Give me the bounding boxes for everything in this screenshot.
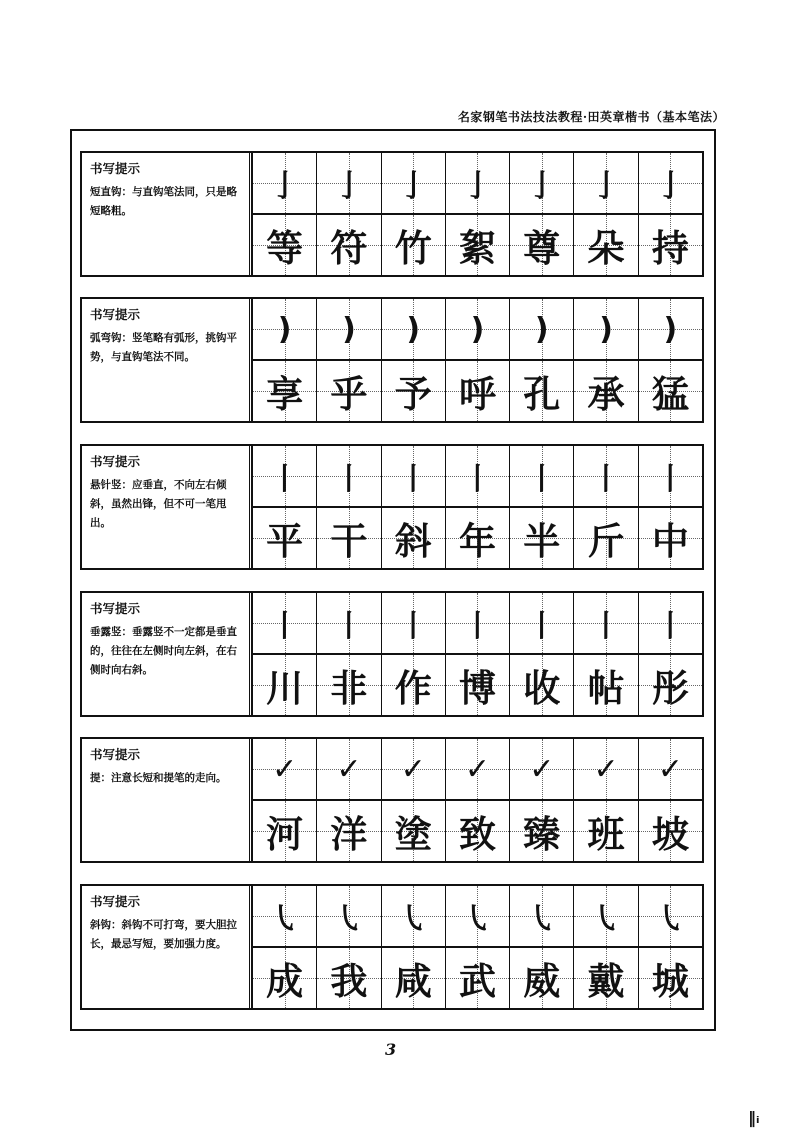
char-cell — [382, 361, 445, 421]
stroke-cell — [639, 446, 702, 508]
stroke-glyph: 亅 — [333, 169, 364, 204]
char-cell — [510, 215, 573, 275]
example-char: 坡 — [651, 812, 689, 856]
example-char: 干 — [330, 519, 368, 563]
stroke-glyph: ) — [599, 311, 613, 347]
grid-column — [510, 446, 574, 568]
stroke-glyph: 丨 — [591, 609, 622, 644]
stroke-cell — [639, 593, 702, 655]
tip-text: 垂露竖：垂露竖不一定都是垂直的，往往在左侧时向左斜，在右侧时向右斜。 — [90, 626, 237, 676]
char-cell — [446, 508, 509, 568]
stroke-cell — [253, 886, 316, 948]
writing-tip — [82, 593, 252, 715]
example-char: 咸 — [394, 959, 432, 1003]
stroke-cell — [574, 446, 637, 508]
grid-column — [382, 446, 446, 568]
stroke-glyph: ) — [342, 311, 356, 347]
example-char: 成 — [266, 959, 304, 1003]
tip-text: 斜钩：斜钩不可打弯，要大胆拉长，最忌写短，要加强力度。 — [90, 919, 237, 950]
char-cell — [574, 948, 637, 1008]
stroke-glyph: ㇂ — [333, 902, 364, 937]
example-char: 持 — [651, 226, 689, 270]
char-cell — [574, 361, 637, 421]
writing-tip — [82, 886, 252, 1008]
section-4 — [80, 591, 704, 717]
char-cell — [639, 215, 702, 275]
grid-column — [317, 299, 381, 421]
char-cell — [446, 948, 509, 1008]
stroke-cell — [446, 153, 509, 215]
stroke-cell — [510, 153, 573, 215]
char-cell — [253, 215, 316, 275]
example-char: 竹 — [394, 226, 432, 270]
char-cell — [382, 508, 445, 568]
grid-column — [253, 446, 317, 568]
stroke-cell — [639, 886, 702, 948]
stroke-glyph: 丨 — [269, 609, 300, 644]
stroke-glyph: 亅 — [591, 169, 622, 204]
stroke-cell — [510, 886, 573, 948]
tip-title: 书写提示 — [90, 747, 141, 762]
example-char: 享 — [266, 372, 304, 416]
stroke-cell — [574, 739, 637, 801]
char-cell — [446, 655, 509, 715]
grid-column — [446, 153, 510, 275]
example-char: 斜 — [394, 519, 432, 563]
section-2 — [80, 297, 704, 423]
grid-column — [574, 886, 638, 1008]
stroke-cell — [382, 739, 445, 801]
section-3 — [80, 444, 704, 570]
example-char: 予 — [394, 372, 432, 416]
stroke-cell — [253, 153, 316, 215]
grid-column — [317, 153, 381, 275]
char-cell — [510, 361, 573, 421]
char-cell — [317, 361, 380, 421]
stroke-cell — [253, 446, 316, 508]
grid-column — [446, 886, 510, 1008]
stroke-cell — [253, 739, 316, 801]
practice-grid — [252, 153, 702, 275]
char-cell — [574, 508, 637, 568]
stroke-cell — [253, 593, 316, 655]
stroke-glyph: ) — [470, 311, 485, 347]
example-char: 班 — [587, 812, 625, 856]
stroke-cell — [382, 153, 445, 215]
stroke-cell — [639, 153, 702, 215]
stroke-cell — [510, 446, 573, 508]
example-char: 斤 — [587, 519, 625, 563]
stroke-cell — [317, 739, 380, 801]
example-char: 臻 — [523, 812, 561, 856]
grid-column — [253, 593, 317, 715]
grid-column — [446, 739, 510, 861]
grid-column — [639, 886, 702, 1008]
stroke-cell — [382, 446, 445, 508]
char-cell — [574, 215, 637, 275]
example-char: 洋 — [330, 812, 368, 856]
char-cell — [317, 655, 380, 715]
practice-grid — [252, 446, 702, 568]
char-cell — [510, 508, 573, 568]
stroke-glyph: 丨 — [526, 462, 557, 497]
stroke-glyph: 丨 — [333, 609, 364, 644]
example-char: 彤 — [651, 666, 689, 710]
grid-column — [574, 299, 638, 421]
example-char: 塗 — [394, 812, 432, 856]
char-cell — [317, 948, 380, 1008]
practice-grid — [252, 886, 702, 1008]
practice-grid — [252, 593, 702, 715]
writing-tip — [82, 299, 252, 421]
grid-column — [253, 299, 317, 421]
tip-text: 短直钩：与直钩笔法同，只是略短略粗。 — [90, 186, 237, 217]
example-char: 平 — [266, 519, 304, 563]
char-cell — [639, 655, 702, 715]
example-char: 孔 — [523, 372, 561, 416]
example-char: 承 — [587, 372, 625, 416]
tip-title: 书写提示 — [90, 161, 141, 176]
example-char: 川 — [266, 666, 304, 710]
char-cell — [317, 508, 380, 568]
stroke-cell — [510, 739, 573, 801]
corner-mark: ‖ᵢ — [748, 1108, 760, 1127]
char-cell — [446, 361, 509, 421]
stroke-cell — [446, 886, 509, 948]
example-char: 威 — [523, 959, 561, 1003]
tip-title: 书写提示 — [90, 454, 141, 469]
stroke-cell — [446, 739, 509, 801]
char-cell — [382, 215, 445, 275]
example-char: 尊 — [523, 226, 561, 270]
stroke-glyph: 亅 — [526, 169, 557, 204]
stroke-glyph: ✓ — [400, 751, 426, 787]
grid-column — [382, 739, 446, 861]
writing-tip — [82, 739, 252, 861]
char-cell — [510, 655, 573, 715]
stroke-cell — [253, 299, 316, 361]
stroke-cell — [510, 593, 573, 655]
char-cell — [639, 361, 702, 421]
grid-column — [253, 886, 317, 1008]
stroke-glyph: ) — [663, 311, 678, 347]
stroke-glyph: ) — [277, 311, 292, 347]
char-cell — [639, 801, 702, 861]
example-char: 半 — [523, 519, 561, 563]
char-cell — [382, 948, 445, 1008]
example-char: 博 — [458, 666, 496, 710]
example-char: 符 — [330, 226, 368, 270]
stroke-glyph: ㇂ — [526, 902, 557, 937]
grid-column — [382, 886, 446, 1008]
section-5 — [80, 737, 704, 863]
stroke-cell — [510, 299, 573, 361]
practice-grid — [252, 299, 702, 421]
tip-text: 提：注意长短和提笔的走向。 — [90, 772, 227, 784]
char-cell — [317, 801, 380, 861]
stroke-cell — [382, 886, 445, 948]
example-char: 等 — [266, 226, 304, 270]
tip-title: 书写提示 — [90, 894, 141, 909]
stroke-cell — [574, 593, 637, 655]
char-cell — [317, 215, 380, 275]
example-char: 武 — [458, 959, 496, 1003]
stroke-glyph: ㇂ — [591, 902, 622, 937]
stroke-glyph: 丨 — [655, 609, 686, 644]
stroke-glyph: 丨 — [333, 462, 364, 497]
tip-title: 书写提示 — [90, 307, 141, 322]
stroke-glyph: 丨 — [269, 462, 300, 497]
grid-column — [510, 299, 574, 421]
stroke-glyph: ✓ — [593, 751, 619, 787]
writing-tip — [82, 446, 252, 568]
example-char: 猛 — [651, 372, 689, 416]
stroke-glyph: ✓ — [336, 751, 362, 787]
example-char: 我 — [330, 959, 368, 1003]
grid-column — [446, 446, 510, 568]
page-number: 3 — [385, 1040, 397, 1059]
example-char: 城 — [651, 959, 689, 1003]
grid-column — [317, 886, 381, 1008]
section-6 — [80, 884, 704, 1010]
grid-column — [446, 593, 510, 715]
stroke-glyph: ㇂ — [462, 902, 493, 937]
stroke-glyph: ㇂ — [398, 902, 429, 937]
stroke-glyph: 丨 — [655, 462, 686, 497]
grid-column — [574, 739, 638, 861]
grid-column — [253, 153, 317, 275]
stroke-glyph: ) — [406, 311, 421, 347]
grid-column — [510, 739, 574, 861]
char-cell — [253, 948, 316, 1008]
grid-column — [510, 153, 574, 275]
stroke-cell — [317, 153, 380, 215]
stroke-glyph: 丨 — [398, 462, 429, 497]
char-cell — [639, 948, 702, 1008]
grid-column — [446, 299, 510, 421]
grid-column — [382, 299, 446, 421]
stroke-glyph: 亅 — [655, 169, 686, 204]
stroke-glyph: 亅 — [269, 169, 300, 204]
running-header: 名家钢笔书法技法教程·田英章楷书（基本笔法） — [457, 110, 725, 124]
example-char: 年 — [458, 519, 496, 563]
section-1 — [80, 151, 704, 277]
stroke-glyph: 丨 — [591, 462, 622, 497]
example-char: 河 — [266, 812, 304, 856]
char-cell — [253, 655, 316, 715]
practice-grid — [252, 739, 702, 861]
stroke-cell — [317, 299, 380, 361]
grid-column — [317, 593, 381, 715]
stroke-cell — [446, 299, 509, 361]
stroke-cell — [574, 299, 637, 361]
example-char: 收 — [523, 666, 561, 710]
stroke-cell — [317, 886, 380, 948]
stroke-cell — [639, 299, 702, 361]
example-char: 朵 — [587, 226, 625, 270]
stroke-cell — [446, 446, 509, 508]
example-char: 帖 — [587, 666, 625, 710]
grid-column — [639, 739, 702, 861]
stroke-glyph: 亅 — [398, 169, 429, 204]
grid-column — [382, 593, 446, 715]
grid-column — [574, 153, 638, 275]
grid-column — [639, 153, 702, 275]
char-cell — [574, 801, 637, 861]
char-cell — [382, 655, 445, 715]
stroke-glyph: ✓ — [529, 751, 555, 787]
example-char: 戴 — [587, 959, 625, 1003]
grid-column — [510, 886, 574, 1008]
stroke-glyph: ) — [534, 311, 549, 347]
example-char: 絮 — [458, 226, 496, 270]
char-cell — [510, 801, 573, 861]
stroke-glyph: 丨 — [462, 609, 493, 644]
example-char: 致 — [458, 812, 496, 856]
grid-column — [317, 739, 381, 861]
char-cell — [253, 361, 316, 421]
grid-column — [639, 299, 702, 421]
char-cell — [253, 508, 316, 568]
example-char: 非 — [330, 666, 368, 710]
stroke-glyph: 丨 — [526, 609, 557, 644]
example-char: 呼 — [458, 372, 496, 416]
stroke-glyph: ✓ — [657, 751, 683, 787]
tip-title: 书写提示 — [90, 601, 141, 616]
grid-column — [574, 446, 638, 568]
char-cell — [382, 801, 445, 861]
grid-column — [639, 593, 702, 715]
char-cell — [446, 215, 509, 275]
stroke-cell — [446, 593, 509, 655]
stroke-cell — [317, 593, 380, 655]
grid-column — [253, 739, 317, 861]
stroke-cell — [574, 153, 637, 215]
example-char: 乎 — [330, 372, 368, 416]
char-cell — [253, 801, 316, 861]
stroke-glyph: 丨 — [462, 462, 493, 497]
stroke-glyph: ㇂ — [655, 902, 686, 937]
stroke-glyph: ✓ — [272, 751, 298, 787]
char-cell — [446, 801, 509, 861]
writing-tip — [82, 153, 252, 275]
example-char: 作 — [394, 666, 432, 710]
stroke-cell — [382, 593, 445, 655]
stroke-glyph: ✓ — [464, 751, 491, 787]
tip-text: 悬针竖：应垂直，不向左右倾斜，虽然出锋，但不可一笔甩出。 — [90, 479, 227, 529]
grid-column — [382, 153, 446, 275]
stroke-glyph: ㇂ — [269, 902, 300, 937]
grid-column — [574, 593, 638, 715]
stroke-glyph: 亅 — [462, 169, 493, 204]
char-cell — [639, 508, 702, 568]
grid-column — [510, 593, 574, 715]
stroke-cell — [382, 299, 445, 361]
stroke-cell — [574, 886, 637, 948]
char-cell — [510, 948, 573, 1008]
practice-sheet — [70, 129, 716, 1031]
stroke-cell — [317, 446, 380, 508]
grid-column — [317, 446, 381, 568]
stroke-glyph: 丨 — [398, 609, 429, 644]
stroke-cell — [639, 739, 702, 801]
example-char: 中 — [651, 519, 689, 563]
grid-column — [639, 446, 702, 568]
tip-text: 弧弯钩：竖笔略有弧形，挑钩平势，与直钩笔法不同。 — [90, 332, 237, 363]
char-cell — [574, 655, 637, 715]
